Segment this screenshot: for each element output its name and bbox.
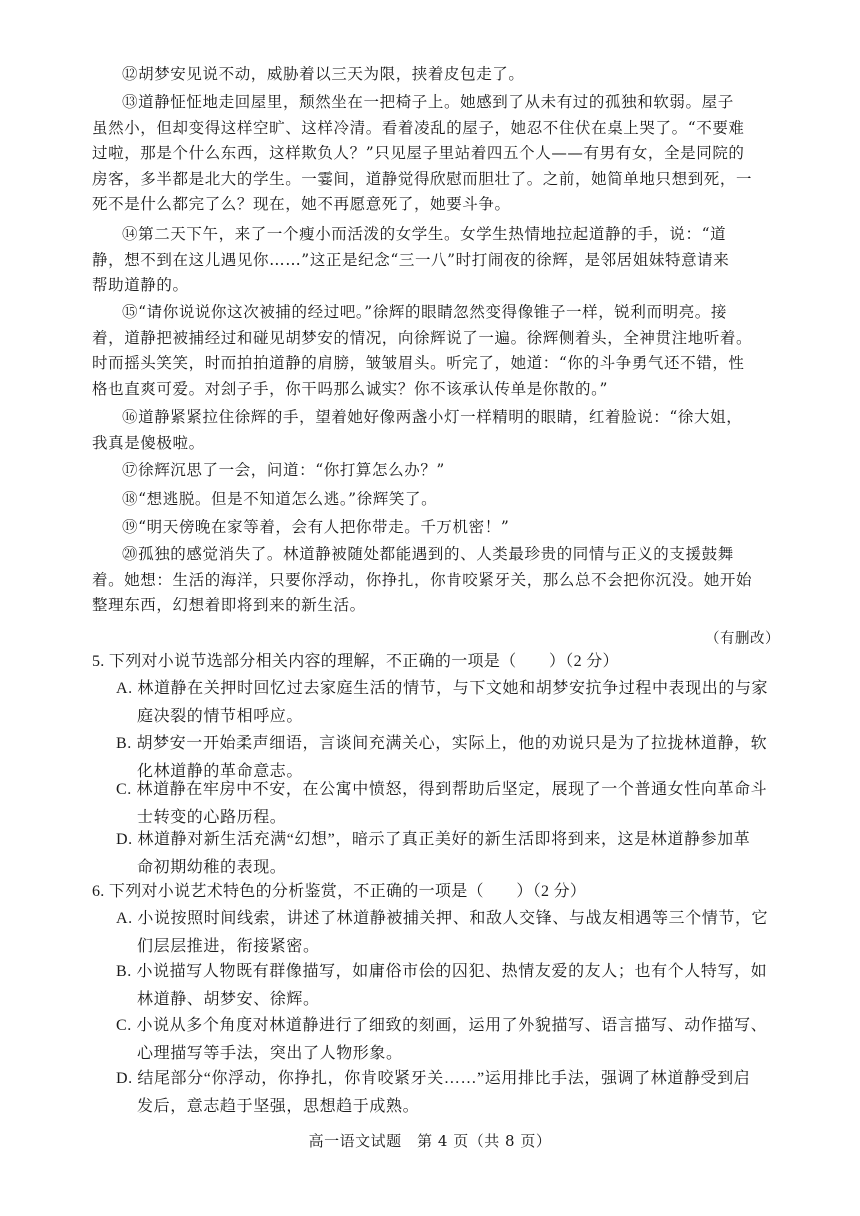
text-line: ⑰徐辉沉思了一会，问道：“你打算怎么办？” [122,461,445,479]
paragraph-12 [92,62,778,88]
option-line: 林道静、胡梦安、徐辉。 [137,991,320,1008]
paragraph-13 [92,90,778,218]
option-line: 发后，意志趋于坚强，思想趋于成熟。 [137,1098,420,1115]
text-line: 帮助道静的。 [92,276,189,294]
option-line: 命初期幼稚的表现。 [137,859,287,876]
text-line: ⑯道静紧紧拉住徐辉的手，望着她好像两盏小灯一样精明的眼睛，红着脸说：“徐大姐， [122,408,743,426]
text-line: ⑭第二天下午，来了一个瘦小而活泼的女学生。女学生热情地拉起道静的手，说：“道 [122,225,727,243]
option-line: B. 小说描写人物既有群像描写，如庸俗市侩的囚犯、热情友爱的友人；也有个人特写，如 [116,963,768,980]
option-line: D. 林道静对新生活充满“幻想”，暗示了真正美好的新生活即将到来，这是林道静参加革 [116,831,751,848]
text-line: ⑱“想逃脱。但是不知道怎么逃。”徐辉笑了。 [122,490,438,508]
text-line: 房客，多半都是北大的学生。一霎间，道静觉得欣慰而胆壮了。之前，她简单地只想到死，一 [92,169,753,188]
question-5-option-d [116,826,784,882]
text-line: ⑫胡梦安见说不动，威胁着以三天为限，挟着皮包走了。 [122,65,525,83]
question-5-option-a [116,675,784,731]
question-6-stem: 6. 下列对小说艺术特色的分析鉴赏，不正确的一项是（ ）（2 分） [92,883,587,900]
option-line: 化林道静的革命意志。 [137,763,304,780]
paragraph-14 [92,222,778,299]
question-6-option-c [116,1012,784,1068]
page-footer: 高一语文试题 第 4 页（共 8 页） [308,1132,552,1150]
text-line: 整理东西，幻想着即将到来的新生活。 [92,596,366,614]
question-6-option-d [116,1065,784,1121]
option-line: A. 小说按照时间线索，讲述了林道静被捕关押、和敌人交锋、与战友相遇等三个情节，它 [116,910,769,927]
option-line: C. 林道静在牢房中不安，在公寓中愤怒，得到帮助后坚定，展现了一个普通女性向革命斗 [116,781,768,798]
text-line: ⑮“请你说说你这次被捕的经过吧。”徐辉的眼睛忽然变得像锥子一样，锐利而明亮。接 [122,303,728,321]
question-5-stem: 5. 下列对小说节选部分相关内容的理解，不正确的一项是（ ）（2 分） [92,653,619,670]
text-line: ⑲“明天傍晚在家等着，会有人把你带走。千万机密！” [122,518,510,536]
question-6-option-a [116,905,784,961]
text-line: 着，道静把被捕经过和碰见胡梦安的情况，向徐辉说了一遍。徐辉侧着头，全神贯注地听着。 [92,328,753,347]
question-5-option-c [116,776,784,832]
paragraph-19 [92,515,778,541]
paragraph-20 [92,542,778,619]
paragraph-17 [92,458,778,484]
text-line: 死不是什么都完了么？现在，她不再愿意死了，她要斗争。 [92,195,511,213]
text-line: 静，想不到在这儿遇见你……”这正是纪念“三一八”时打闹夜的徐辉，是邻居姐妹特意请来 [92,250,730,269]
text-line: 着。她想：生活的海洋，只要你浮动，你挣扎，你肯咬紧牙关，那么总不会把你沉没。她开始 [92,570,753,589]
option-line: 心理描写等手法，突出了人物形象。 [137,1045,403,1062]
option-line: 庭决裂的情节相呼应。 [137,708,304,725]
text-line: 格也直爽可爱。对刽子手，你干吗那么诚实？你不该承认传单是你散的。” [92,379,608,398]
text-line: 我真是傻极啦。 [92,433,205,452]
option-line: 们层层推进，衔接紧密。 [137,938,320,955]
option-line: A. 林道静在关押时回忆过去家庭生活的情节，与下文她和胡梦安抗争过程中表现出的与家 [116,680,769,697]
paragraph-18 [92,487,778,513]
text-line: 过啦，那是个什么东西，这样欺负人？”只见屋子里站着四五个人——有男有女，全是同院的 [92,144,745,162]
adaptation-note: （有删改） [705,631,780,647]
option-line: D. 结尾部分“你浮动，你挣扎，你肯咬紧牙关……”运用排比手法，强调了林道静受到启 [116,1070,751,1087]
text-line: ⑳孤独的感觉消失了。林道静被随处都能遇到的、人类最珍贵的同情与正义的支援鼓舞 [122,545,734,563]
paragraph-16 [92,405,778,456]
option-line: C. 小说从多个角度对林道静进行了细致的刻画，运用了外貌描写、语言描写、动作描写、 [116,1017,768,1034]
text-line: ⑬道静怔怔地走回屋里，颓然坐在一把椅子上。她感到了从未有过的孤独和软弱。屋子 [122,93,734,111]
text-line: 虽然小，但却变得这样空旷、这样冷清。看着凌乱的屋子，她忍不住伏在桌上哭了。“不要难 [92,118,745,137]
question-6-option-b [116,958,784,1014]
option-line: B. 胡梦安一开始柔声细语，言谈间充满关心，实际上，他的劝说只是为了拉拢林道静，软 [116,735,768,752]
paragraph-15 [92,300,778,402]
option-line: 士转变的心路历程。 [137,809,287,826]
text-line: 时而摇头笑笑，时而拍拍道静的肩膀，皱皱眉头。听完了，她道：“你的斗争勇气还不错，性 [92,354,745,372]
